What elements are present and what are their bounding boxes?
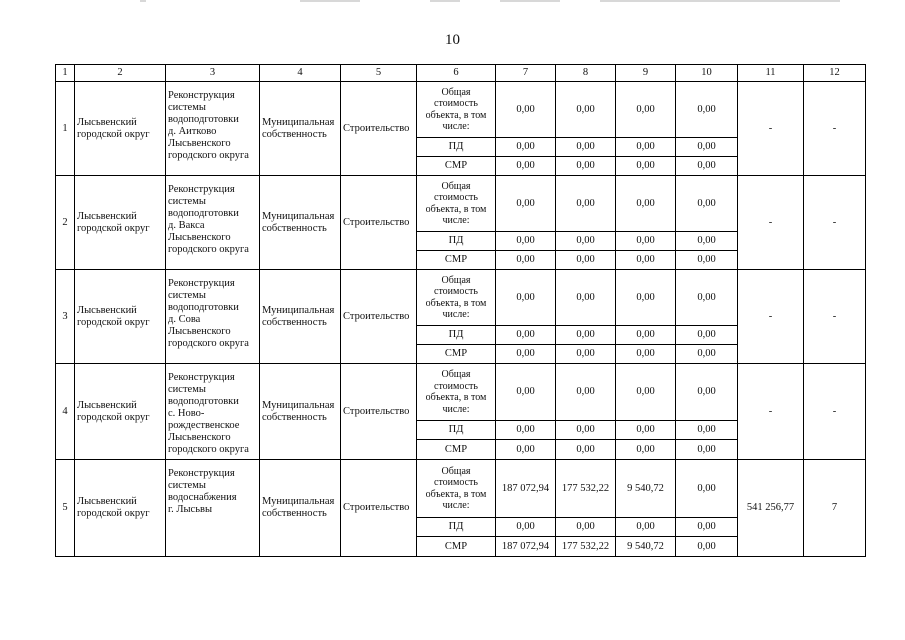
pd-label: ПД	[417, 138, 496, 157]
smr-value: 0,00	[496, 440, 556, 460]
total-cost-value: 0,00	[676, 270, 738, 326]
ownership-cell: Муниципальная собственность	[260, 82, 341, 176]
ownership-cell: Муниципальная собственность	[260, 364, 341, 460]
total-cost-value: 0,00	[496, 270, 556, 326]
work-type-cell: Строительство	[341, 270, 417, 364]
table-header-row	[56, 65, 866, 82]
pd-label: ПД	[417, 326, 496, 345]
scan-artifact	[600, 0, 840, 2]
scan-artifact	[140, 0, 146, 2]
total-cost-value: 9 540,72	[616, 460, 676, 518]
pd-label: ПД	[417, 518, 496, 537]
total-cost-value: 0,00	[556, 82, 616, 138]
total-cost-value: 0,00	[616, 364, 676, 421]
work-type-cell: Строительство	[341, 82, 417, 176]
pd-value: 0,00	[556, 518, 616, 537]
table-row	[56, 176, 866, 232]
total-cost-value: 177 532,22	[556, 460, 616, 518]
total-cost-value: 0,00	[556, 270, 616, 326]
smr-value: 0,00	[676, 345, 738, 364]
smr-label: СМР	[417, 537, 496, 557]
total-cost-label: Общая стоимость объекта, в том числе:	[417, 270, 496, 326]
ownership-cell: Муниципальная собственность	[260, 460, 341, 557]
row-number: 3	[56, 270, 75, 364]
smr-value: 0,00	[496, 157, 556, 176]
column-12-value: -	[804, 176, 866, 270]
total-cost-value: 0,00	[676, 460, 738, 518]
row-number: 2	[56, 176, 75, 270]
pd-label: ПД	[417, 421, 496, 440]
smr-value: 0,00	[556, 345, 616, 364]
total-cost-value: 0,00	[496, 176, 556, 232]
ownership-cell: Муниципальная собственность	[260, 270, 341, 364]
column-header: 3	[166, 65, 260, 82]
smr-value: 0,00	[616, 157, 676, 176]
page-number: 10	[445, 32, 460, 48]
object-cell: Реконструкция системы водоподготовки д. Аитково Лысьвенского городского округа	[166, 82, 260, 176]
pd-value: 0,00	[496, 421, 556, 440]
column-12-value: 7	[804, 460, 866, 557]
total-cost-value: 0,00	[676, 82, 738, 138]
pd-label: ПД	[417, 232, 496, 251]
pd-value: 0,00	[616, 518, 676, 537]
smr-value: 0,00	[496, 345, 556, 364]
work-type-cell: Строительство	[341, 460, 417, 557]
municipality-cell: Лысьвенский городской округ	[75, 176, 166, 270]
municipality-cell: Лысьвенский городской округ	[75, 270, 166, 364]
column-12-value: -	[804, 270, 866, 364]
smr-value: 187 072,94	[496, 537, 556, 557]
table-row	[56, 364, 866, 421]
work-type-cell: Строительство	[341, 364, 417, 460]
smr-value: 0,00	[676, 251, 738, 270]
pd-value: 0,00	[496, 232, 556, 251]
column-header: 4	[260, 65, 341, 82]
table-row	[56, 82, 866, 138]
pd-value: 0,00	[616, 421, 676, 440]
scan-artifact	[300, 0, 360, 2]
smr-label: СМР	[417, 157, 496, 176]
pd-value: 0,00	[496, 138, 556, 157]
column-11-value: -	[738, 270, 804, 364]
column-header: 6	[417, 65, 496, 82]
total-cost-label: Общая стоимость объекта, в том числе:	[417, 364, 496, 421]
total-cost-value: 0,00	[676, 176, 738, 232]
smr-label: СМР	[417, 440, 496, 460]
work-type-cell: Строительство	[341, 176, 417, 270]
pd-value: 0,00	[556, 138, 616, 157]
column-header: 9	[616, 65, 676, 82]
pd-value: 0,00	[676, 138, 738, 157]
object-cell: Реконструкция системы водоснабжения г. Лысьвы	[166, 460, 260, 557]
total-cost-value: 0,00	[676, 364, 738, 421]
column-header: 2	[75, 65, 166, 82]
column-header: 8	[556, 65, 616, 82]
column-header: 1	[56, 65, 75, 82]
smr-value: 0,00	[616, 440, 676, 460]
total-cost-value: 0,00	[616, 176, 676, 232]
total-cost-value: 0,00	[496, 82, 556, 138]
total-cost-value: 0,00	[616, 270, 676, 326]
column-header: 12	[804, 65, 866, 82]
smr-value: 177 532,22	[556, 537, 616, 557]
pd-value: 0,00	[616, 326, 676, 345]
smr-value: 0,00	[616, 345, 676, 364]
total-cost-value: 0,00	[556, 364, 616, 421]
column-11-value: 541 256,77	[738, 460, 804, 557]
pd-value: 0,00	[676, 518, 738, 537]
column-12-value: -	[804, 82, 866, 176]
smr-value: 0,00	[496, 251, 556, 270]
smr-value: 0,00	[676, 440, 738, 460]
total-cost-label: Общая стоимость объекта, в том числе:	[417, 176, 496, 232]
municipality-cell: Лысьвенский городской округ	[75, 364, 166, 460]
smr-label: СМР	[417, 251, 496, 270]
smr-value: 0,00	[616, 251, 676, 270]
object-cell: Реконструкция системы водоподготовки с. Ново- рождественское Лысьвенского городского округа	[166, 364, 260, 460]
table-row	[56, 270, 866, 326]
column-12-value: -	[804, 364, 866, 460]
smr-value: 0,00	[676, 537, 738, 557]
pd-value: 0,00	[556, 232, 616, 251]
smr-value: 0,00	[556, 251, 616, 270]
total-cost-value: 0,00	[556, 176, 616, 232]
row-number: 4	[56, 364, 75, 460]
pd-value: 0,00	[616, 232, 676, 251]
pd-value: 0,00	[676, 421, 738, 440]
pd-value: 0,00	[676, 326, 738, 345]
column-header: 10	[676, 65, 738, 82]
pd-value: 0,00	[616, 138, 676, 157]
pd-value: 0,00	[556, 326, 616, 345]
row-number: 5	[56, 460, 75, 557]
row-number: 1	[56, 82, 75, 176]
object-cell: Реконструкция системы водоподготовки д. Вакса Лысьвенского городского округа	[166, 176, 260, 270]
document-table	[55, 64, 866, 557]
pd-value: 0,00	[496, 326, 556, 345]
smr-value: 0,00	[556, 440, 616, 460]
pd-value: 0,00	[556, 421, 616, 440]
smr-value: 9 540,72	[616, 537, 676, 557]
smr-value: 0,00	[556, 157, 616, 176]
smr-value: 0,00	[676, 157, 738, 176]
municipality-cell: Лысьвенский городской округ	[75, 460, 166, 557]
total-cost-value: 0,00	[496, 364, 556, 421]
total-cost-label: Общая стоимость объекта, в том числе:	[417, 82, 496, 138]
object-cell: Реконструкция системы водоподготовки д. Сова Лысьвенского городского округа	[166, 270, 260, 364]
column-11-value: -	[738, 82, 804, 176]
column-11-value: -	[738, 364, 804, 460]
table-row	[56, 460, 866, 518]
total-cost-value: 0,00	[616, 82, 676, 138]
column-11-value: -	[738, 176, 804, 270]
scan-artifact	[500, 0, 560, 2]
scan-artifact	[430, 0, 460, 2]
total-cost-value: 187 072,94	[496, 460, 556, 518]
pd-value: 0,00	[496, 518, 556, 537]
pd-value: 0,00	[676, 232, 738, 251]
smr-label: СМР	[417, 345, 496, 364]
total-cost-label: Общая стоимость объекта, в том числе:	[417, 460, 496, 518]
column-header: 5	[341, 65, 417, 82]
column-header: 11	[738, 65, 804, 82]
ownership-cell: Муниципальная собственность	[260, 176, 341, 270]
column-header: 7	[496, 65, 556, 82]
municipality-cell: Лысьвенский городской округ	[75, 82, 166, 176]
